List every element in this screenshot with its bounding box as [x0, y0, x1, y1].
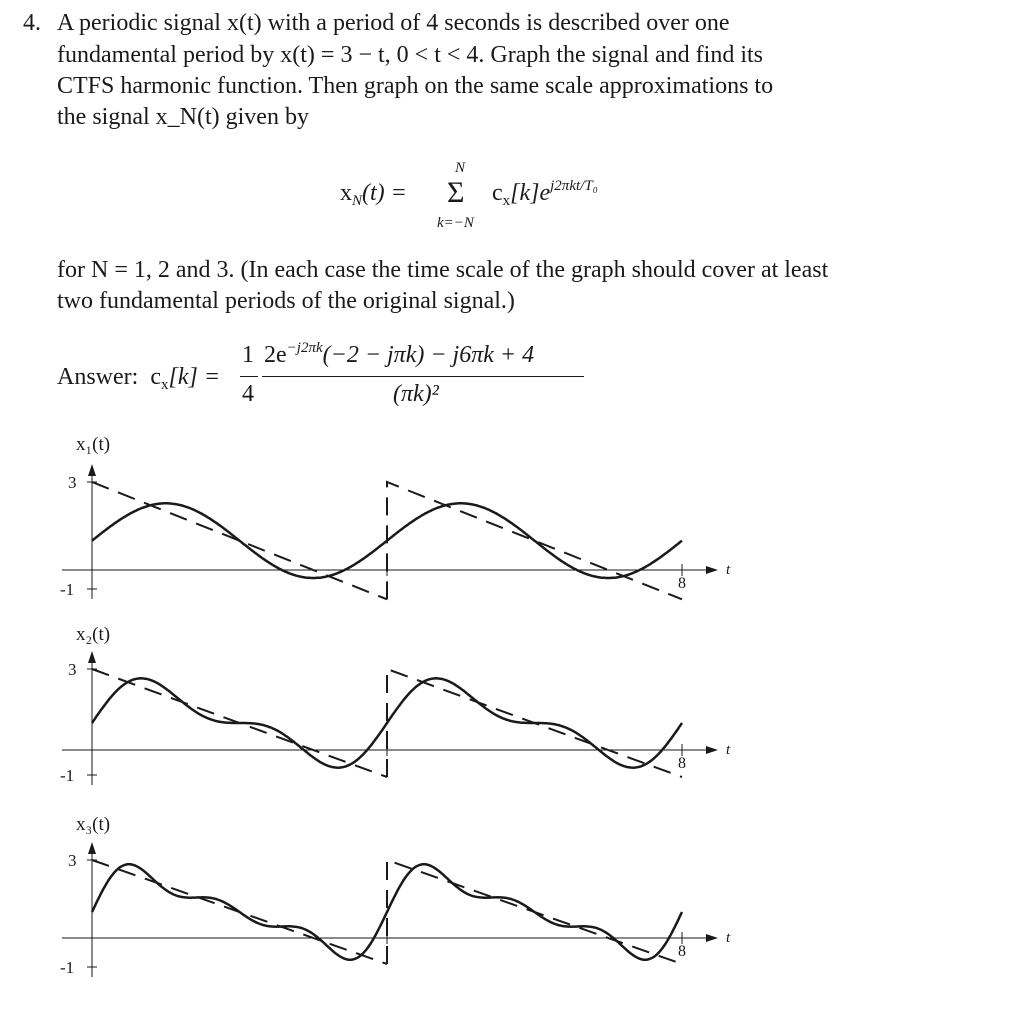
answer-numerator-sup: −j2πk — [286, 340, 323, 356]
answer-denominator: (πk)² — [393, 381, 439, 407]
plot-3 — [60, 814, 731, 977]
plot-1 — [60, 434, 731, 599]
continuation-line-2: two fundamental periods of the original signal.) — [57, 288, 515, 314]
answer-coef-den: 4 — [242, 381, 254, 407]
answer-lhs-sub: x — [160, 377, 169, 393]
eq-term-mid: [k]e — [510, 180, 551, 206]
y-tick-label-minus1: -1 — [60, 958, 75, 977]
x-axis-arrow — [706, 566, 718, 574]
eq-lhs-tail: (t) = — [362, 180, 407, 206]
problem-number: 4. — [23, 10, 41, 36]
x-axis-label: t — [726, 562, 731, 578]
y-axis-arrow — [88, 651, 96, 663]
answer-label: Answer: — [57, 364, 139, 390]
x-tick-label-8: 8 — [678, 943, 686, 960]
problem-line-1: A periodic signal x(t) with a period of 4 seconds is described over one — [57, 10, 730, 36]
answer-lhs-tail: [k] = — [168, 364, 221, 390]
eq-sum-upper: N — [455, 160, 466, 176]
eq-term-sup: j2πkt/T₀ — [550, 178, 598, 194]
plot-label: x₃(t) — [76, 814, 111, 835]
y-tick-label-minus1: -1 — [60, 766, 75, 785]
y-tick-label-minus1: -1 — [60, 580, 75, 599]
x-axis-label: t — [726, 930, 731, 946]
y-tick-label-3: 3 — [68, 851, 77, 870]
problem-line-2: fundamental period by x(t) = 3 − t, 0 < t < 4. Graph the signal and find its — [57, 42, 764, 68]
eq-lhs-sub: N — [352, 193, 363, 209]
eq-term-sub: x — [502, 193, 511, 209]
plot-label: x₁(t) — [76, 434, 111, 455]
x-tick-label-8: 8 — [678, 755, 686, 772]
eq-sum-lower: k=−N — [437, 215, 474, 231]
eq-lhs: x — [340, 180, 352, 206]
answer-numerator-tail: (−2 − jπk) − j6πk + 4 — [322, 342, 535, 368]
answer-lhs: c — [150, 364, 161, 390]
eq-term: c — [492, 180, 503, 206]
answer-coef-num: 1 — [242, 342, 254, 368]
continuation-line-1: for N = 1, 2 and 3. (In each case the time scale of the graph should cover at least — [57, 257, 829, 283]
y-tick-label-3: 3 — [68, 473, 77, 492]
x-tick-label-8: 8 — [678, 575, 686, 592]
y-tick-label-3: 3 — [68, 660, 77, 679]
x-axis-arrow — [706, 746, 718, 754]
plot-2 — [60, 624, 731, 785]
x-axis-arrow — [706, 934, 718, 942]
x-axis-label: t — [726, 742, 731, 758]
answer-numerator: 2e — [264, 342, 287, 368]
eq-sum-symbol: Σ — [447, 176, 465, 209]
problem-line-4: the signal x_N(t) given by — [57, 104, 309, 130]
y-axis-arrow — [88, 464, 96, 476]
y-axis-arrow — [88, 842, 96, 854]
plot-label: x₂(t) — [76, 624, 111, 645]
problem-line-3: CTFS harmonic function. Then graph on the same scale approximations to — [57, 73, 774, 99]
